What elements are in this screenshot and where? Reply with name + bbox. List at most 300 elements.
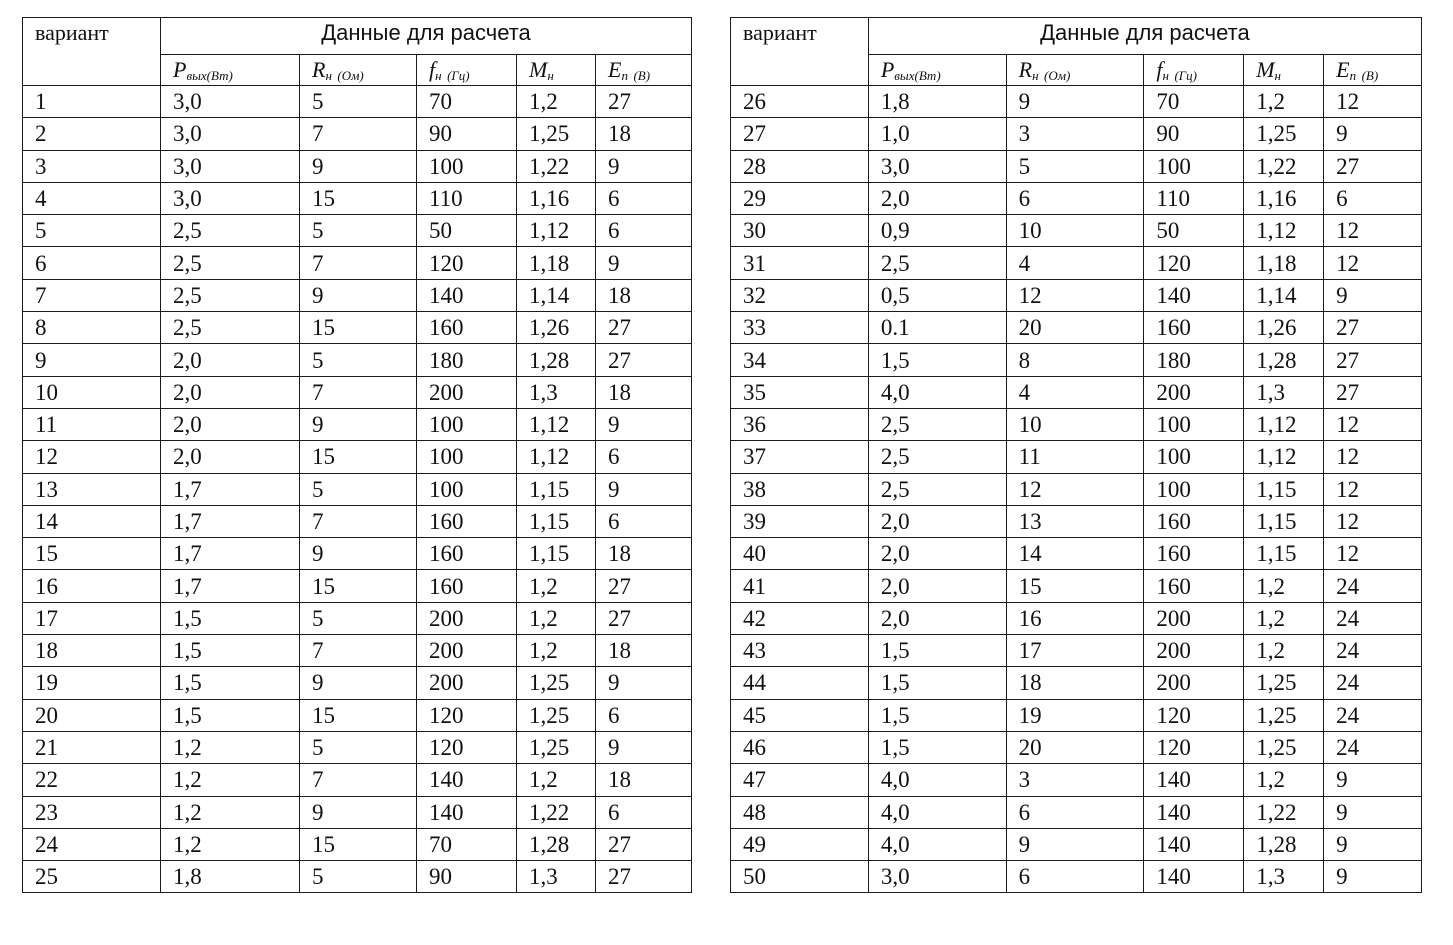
modulation-cell: 1,25 xyxy=(517,118,596,150)
resistance-cell: 9 xyxy=(1006,86,1144,118)
table-row xyxy=(731,505,1422,537)
power-cell: 4,0 xyxy=(868,796,1006,828)
power-cell: 2,5 xyxy=(161,215,300,247)
power-cell: 1,7 xyxy=(161,505,300,537)
modulation-cell: 1,16 xyxy=(1244,182,1324,214)
modulation-cell: 1,2 xyxy=(517,764,596,796)
variant-cell: 2 xyxy=(23,118,161,150)
variant-cell: 22 xyxy=(23,764,161,796)
modulation-cell: 1,25 xyxy=(1244,699,1324,731)
voltage-cell: 6 xyxy=(596,699,692,731)
power-cell: 4,0 xyxy=(868,764,1006,796)
table-row xyxy=(731,86,1422,118)
voltage-cell: 12 xyxy=(1324,473,1422,505)
voltage-cell: 9 xyxy=(596,247,692,279)
variants-document xyxy=(22,17,1422,919)
resistance-cell: 17 xyxy=(1006,635,1144,667)
modulation-cell: 1,14 xyxy=(1244,279,1324,311)
modulation-cell: 1,25 xyxy=(517,699,596,731)
table-row xyxy=(23,150,692,182)
resistance-cell: 7 xyxy=(300,118,417,150)
variant-cell: 5 xyxy=(23,215,161,247)
variant-cell: 19 xyxy=(23,667,161,699)
variant-cell: 43 xyxy=(731,635,869,667)
voltage-cell: 9 xyxy=(1324,861,1422,893)
table-row xyxy=(731,764,1422,796)
table-row xyxy=(731,150,1422,182)
variant-cell: 6 xyxy=(23,247,161,279)
variant-cell: 16 xyxy=(23,570,161,602)
table-row xyxy=(23,699,692,731)
power-cell: 3,0 xyxy=(161,150,300,182)
table-row xyxy=(23,182,692,214)
power-cell: 2,0 xyxy=(868,505,1006,537)
modulation-cell: 1,2 xyxy=(1244,635,1324,667)
frequency-cell: 160 xyxy=(417,538,517,570)
table-row xyxy=(731,473,1422,505)
frequency-cell: 200 xyxy=(417,667,517,699)
group-header: Данные для расчета xyxy=(868,18,1421,55)
power-cell: 4,0 xyxy=(868,828,1006,860)
power-cell: 2,0 xyxy=(161,441,300,473)
resistance-cell: 9 xyxy=(300,150,417,182)
frequency-cell: 200 xyxy=(417,635,517,667)
power-cell: 4,0 xyxy=(868,376,1006,408)
variant-cell: 7 xyxy=(23,279,161,311)
modulation-cell: 1,25 xyxy=(1244,731,1324,763)
frequency-cell: 180 xyxy=(417,344,517,376)
table-row xyxy=(23,731,692,763)
variant-cell: 4 xyxy=(23,182,161,214)
modulation-cell: 1,16 xyxy=(517,182,596,214)
power-cell: 1,5 xyxy=(868,635,1006,667)
resistance-cell: 5 xyxy=(300,86,417,118)
resistance-cell: 7 xyxy=(300,247,417,279)
resistance-cell: 4 xyxy=(1006,247,1144,279)
variant-cell: 47 xyxy=(731,764,869,796)
power-cell: 3,0 xyxy=(868,861,1006,893)
table-row xyxy=(23,505,692,537)
variant-cell: 17 xyxy=(23,602,161,634)
resistance-cell: 5 xyxy=(300,861,417,893)
power-cell: 1,8 xyxy=(161,861,300,893)
variant-cell: 34 xyxy=(731,344,869,376)
power-cell: 2,0 xyxy=(161,376,300,408)
variants-table-left-body xyxy=(23,86,692,893)
column-header-modulation: $M_н$ xyxy=(517,55,596,86)
voltage-cell: 27 xyxy=(1324,376,1422,408)
frequency-cell: 50 xyxy=(417,215,517,247)
modulation-cell: 1,22 xyxy=(1244,150,1324,182)
frequency-cell: 160 xyxy=(417,505,517,537)
variant-cell: 1 xyxy=(23,86,161,118)
table-row xyxy=(731,570,1422,602)
voltage-cell: 9 xyxy=(1324,796,1422,828)
power-cell: 1,7 xyxy=(161,570,300,602)
frequency-cell: 140 xyxy=(1144,764,1244,796)
table-row xyxy=(731,699,1422,731)
frequency-cell: 160 xyxy=(1144,570,1244,602)
power-cell: 1,5 xyxy=(161,699,300,731)
resistance-cell: 9 xyxy=(300,538,417,570)
table-row xyxy=(23,473,692,505)
frequency-cell: 140 xyxy=(1144,861,1244,893)
frequency-cell: 160 xyxy=(417,312,517,344)
frequency-cell: 100 xyxy=(417,408,517,440)
modulation-cell: 1,2 xyxy=(517,570,596,602)
frequency-cell: 100 xyxy=(1144,473,1244,505)
power-cell: 1,5 xyxy=(868,344,1006,376)
variant-cell: 29 xyxy=(731,182,869,214)
voltage-cell: 27 xyxy=(596,344,692,376)
resistance-cell: 9 xyxy=(300,279,417,311)
variant-cell: 8 xyxy=(23,312,161,344)
power-cell: 2,0 xyxy=(868,570,1006,602)
modulation-cell: 1,22 xyxy=(517,150,596,182)
modulation-cell: 1,2 xyxy=(1244,764,1324,796)
column-header-resistance: $R_н$ $_{(Ом)}$ xyxy=(1006,55,1144,86)
modulation-cell: 1,28 xyxy=(1244,828,1324,860)
frequency-cell: 120 xyxy=(1144,699,1244,731)
voltage-cell: 12 xyxy=(1324,408,1422,440)
modulation-cell: 1,12 xyxy=(1244,408,1324,440)
power-cell: 2,0 xyxy=(868,602,1006,634)
voltage-cell: 27 xyxy=(596,861,692,893)
frequency-cell: 100 xyxy=(417,441,517,473)
voltage-cell: 6 xyxy=(596,215,692,247)
table-row xyxy=(23,279,692,311)
table-row xyxy=(23,312,692,344)
variants-table-right xyxy=(730,17,1422,893)
frequency-cell: 90 xyxy=(417,861,517,893)
frequency-cell: 200 xyxy=(1144,667,1244,699)
modulation-cell: 1,2 xyxy=(1244,602,1324,634)
power-cell: 1,2 xyxy=(161,764,300,796)
voltage-cell: 9 xyxy=(1324,828,1422,860)
table-row xyxy=(731,635,1422,667)
voltage-cell: 24 xyxy=(1324,635,1422,667)
voltage-cell: 24 xyxy=(1324,602,1422,634)
variant-cell: 14 xyxy=(23,505,161,537)
power-cell: 2,5 xyxy=(161,279,300,311)
modulation-cell: 1,15 xyxy=(1244,473,1324,505)
frequency-cell: 70 xyxy=(1144,86,1244,118)
modulation-cell: 1,25 xyxy=(1244,667,1324,699)
power-cell: 2,5 xyxy=(868,473,1006,505)
variant-cell: 49 xyxy=(731,828,869,860)
power-cell: 3,0 xyxy=(161,182,300,214)
variants-table-right-body xyxy=(731,86,1422,893)
column-header-voltage: $E_п$ $_{(В)}$ xyxy=(596,55,692,86)
voltage-cell: 27 xyxy=(596,570,692,602)
voltage-cell: 9 xyxy=(596,731,692,763)
table-row xyxy=(23,215,692,247)
variant-cell: 45 xyxy=(731,699,869,731)
resistance-cell: 10 xyxy=(1006,215,1144,247)
voltage-cell: 18 xyxy=(596,538,692,570)
resistance-cell: 9 xyxy=(300,796,417,828)
resistance-cell: 7 xyxy=(300,505,417,537)
resistance-cell: 5 xyxy=(300,731,417,763)
voltage-cell: 6 xyxy=(596,441,692,473)
resistance-cell: 15 xyxy=(300,699,417,731)
power-cell: 1,5 xyxy=(161,602,300,634)
frequency-cell: 100 xyxy=(1144,150,1244,182)
resistance-cell: 9 xyxy=(300,667,417,699)
table-row xyxy=(23,828,692,860)
voltage-cell: 9 xyxy=(596,408,692,440)
resistance-cell: 3 xyxy=(1006,764,1144,796)
table-row xyxy=(731,118,1422,150)
frequency-cell: 120 xyxy=(417,247,517,279)
table-row xyxy=(731,667,1422,699)
power-cell: 1,5 xyxy=(868,731,1006,763)
table-row xyxy=(731,376,1422,408)
table-row xyxy=(731,182,1422,214)
frequency-cell: 70 xyxy=(417,86,517,118)
frequency-cell: 160 xyxy=(1144,505,1244,537)
modulation-cell: 1,3 xyxy=(517,376,596,408)
power-cell: 3,0 xyxy=(161,86,300,118)
modulation-cell: 1,2 xyxy=(1244,86,1324,118)
frequency-cell: 140 xyxy=(417,279,517,311)
modulation-cell: 1,18 xyxy=(517,247,596,279)
table-row xyxy=(23,635,692,667)
modulation-cell: 1,12 xyxy=(517,408,596,440)
frequency-cell: 160 xyxy=(1144,538,1244,570)
table-row xyxy=(23,861,692,893)
frequency-cell: 140 xyxy=(1144,279,1244,311)
power-cell: 0.1 xyxy=(868,312,1006,344)
power-cell: 1,5 xyxy=(868,699,1006,731)
modulation-cell: 1,22 xyxy=(517,796,596,828)
voltage-cell: 12 xyxy=(1324,215,1422,247)
variants-table-left xyxy=(22,17,692,893)
table-row xyxy=(731,344,1422,376)
voltage-cell: 6 xyxy=(1324,182,1422,214)
table-row xyxy=(731,828,1422,860)
resistance-cell: 5 xyxy=(300,602,417,634)
voltage-cell: 6 xyxy=(596,182,692,214)
frequency-cell: 120 xyxy=(417,731,517,763)
frequency-cell: 200 xyxy=(1144,376,1244,408)
variant-cell: 35 xyxy=(731,376,869,408)
modulation-cell: 1,18 xyxy=(1244,247,1324,279)
resistance-cell: 19 xyxy=(1006,699,1144,731)
table-row xyxy=(23,570,692,602)
frequency-cell: 120 xyxy=(1144,247,1244,279)
table-row xyxy=(23,86,692,118)
variant-cell: 42 xyxy=(731,602,869,634)
modulation-cell: 1,2 xyxy=(517,86,596,118)
power-cell: 1,7 xyxy=(161,473,300,505)
variant-cell: 26 xyxy=(731,86,869,118)
resistance-cell: 15 xyxy=(300,828,417,860)
voltage-cell: 9 xyxy=(596,473,692,505)
frequency-cell: 70 xyxy=(417,828,517,860)
column-header-frequency: $f_н$ $_{(Гц)}$ xyxy=(1144,55,1244,86)
variant-cell: 44 xyxy=(731,667,869,699)
modulation-cell: 1,25 xyxy=(1244,118,1324,150)
frequency-cell: 50 xyxy=(1144,215,1244,247)
variant-cell: 37 xyxy=(731,441,869,473)
table-row xyxy=(731,215,1422,247)
group-header: Данные для расчета xyxy=(161,18,692,55)
power-cell: 0,9 xyxy=(868,215,1006,247)
modulation-cell: 1,12 xyxy=(517,441,596,473)
power-cell: 2,0 xyxy=(868,182,1006,214)
variant-header: вариант xyxy=(23,18,161,86)
resistance-cell: 20 xyxy=(1006,731,1144,763)
variant-cell: 33 xyxy=(731,312,869,344)
voltage-cell: 27 xyxy=(1324,150,1422,182)
column-header-frequency: $f_н$ $_{(Гц)}$ xyxy=(417,55,517,86)
power-cell: 1,2 xyxy=(161,731,300,763)
variant-cell: 30 xyxy=(731,215,869,247)
resistance-cell: 11 xyxy=(1006,441,1144,473)
resistance-cell: 4 xyxy=(1006,376,1144,408)
power-cell: 1,5 xyxy=(868,667,1006,699)
resistance-cell: 10 xyxy=(1006,408,1144,440)
variant-cell: 50 xyxy=(731,861,869,893)
column-header-voltage: $E_п$ $_{(В)}$ xyxy=(1324,55,1422,86)
power-cell: 1,5 xyxy=(161,635,300,667)
variant-cell: 31 xyxy=(731,247,869,279)
resistance-cell: 5 xyxy=(300,473,417,505)
modulation-cell: 1,28 xyxy=(1244,344,1324,376)
frequency-cell: 140 xyxy=(1144,796,1244,828)
resistance-cell: 7 xyxy=(300,376,417,408)
modulation-cell: 1,14 xyxy=(517,279,596,311)
resistance-cell: 12 xyxy=(1006,473,1144,505)
frequency-cell: 110 xyxy=(417,182,517,214)
frequency-cell: 120 xyxy=(417,699,517,731)
frequency-cell: 110 xyxy=(1144,182,1244,214)
resistance-cell: 15 xyxy=(300,312,417,344)
table-row xyxy=(23,764,692,796)
frequency-cell: 160 xyxy=(417,570,517,602)
table-row xyxy=(23,538,692,570)
modulation-cell: 1,15 xyxy=(517,473,596,505)
resistance-cell: 18 xyxy=(1006,667,1144,699)
voltage-cell: 18 xyxy=(596,635,692,667)
resistance-cell: 8 xyxy=(1006,344,1144,376)
frequency-cell: 100 xyxy=(417,150,517,182)
table-row xyxy=(731,279,1422,311)
power-cell: 2,0 xyxy=(161,344,300,376)
resistance-cell: 5 xyxy=(1006,150,1144,182)
table-row xyxy=(23,344,692,376)
resistance-cell: 5 xyxy=(300,215,417,247)
column-header-modulation: $M_н$ xyxy=(1244,55,1324,86)
voltage-cell: 12 xyxy=(1324,538,1422,570)
voltage-cell: 18 xyxy=(596,118,692,150)
variant-cell: 18 xyxy=(23,635,161,667)
modulation-cell: 1,28 xyxy=(517,344,596,376)
modulation-cell: 1,15 xyxy=(517,505,596,537)
table-row xyxy=(731,731,1422,763)
resistance-cell: 6 xyxy=(1006,182,1144,214)
table-row xyxy=(23,441,692,473)
power-cell: 1,8 xyxy=(868,86,1006,118)
resistance-cell: 15 xyxy=(300,441,417,473)
modulation-cell: 1,3 xyxy=(1244,861,1324,893)
frequency-cell: 140 xyxy=(1144,828,1244,860)
power-cell: 1,0 xyxy=(868,118,1006,150)
voltage-cell: 9 xyxy=(1324,279,1422,311)
table-row xyxy=(23,247,692,279)
column-header-power: $P_{вых(Вт)}$ xyxy=(161,55,300,86)
modulation-cell: 1,25 xyxy=(517,667,596,699)
variant-cell: 38 xyxy=(731,473,869,505)
modulation-cell: 1,15 xyxy=(1244,505,1324,537)
column-header-resistance: $R_н$ $_{(Ом)}$ xyxy=(300,55,417,86)
modulation-cell: 1,3 xyxy=(517,861,596,893)
power-cell: 1,7 xyxy=(161,538,300,570)
voltage-cell: 27 xyxy=(596,312,692,344)
modulation-cell: 1,25 xyxy=(517,731,596,763)
table-row xyxy=(731,408,1422,440)
modulation-cell: 1,26 xyxy=(1244,312,1324,344)
modulation-cell: 1,12 xyxy=(517,215,596,247)
table-row xyxy=(23,796,692,828)
variant-cell: 24 xyxy=(23,828,161,860)
resistance-cell: 20 xyxy=(1006,312,1144,344)
frequency-cell: 160 xyxy=(1144,312,1244,344)
variant-cell: 21 xyxy=(23,731,161,763)
frequency-cell: 90 xyxy=(417,118,517,150)
variant-cell: 40 xyxy=(731,538,869,570)
voltage-cell: 24 xyxy=(1324,667,1422,699)
power-cell: 2,5 xyxy=(868,441,1006,473)
power-cell: 2,5 xyxy=(868,408,1006,440)
power-cell: 3,0 xyxy=(868,150,1006,182)
power-cell: 1,2 xyxy=(161,828,300,860)
resistance-cell: 14 xyxy=(1006,538,1144,570)
modulation-cell: 1,26 xyxy=(517,312,596,344)
variant-cell: 48 xyxy=(731,796,869,828)
variant-cell: 15 xyxy=(23,538,161,570)
frequency-cell: 90 xyxy=(1144,118,1244,150)
voltage-cell: 27 xyxy=(596,602,692,634)
modulation-cell: 1,22 xyxy=(1244,796,1324,828)
frequency-cell: 140 xyxy=(417,796,517,828)
power-cell: 2,5 xyxy=(161,312,300,344)
voltage-cell: 18 xyxy=(596,376,692,408)
voltage-cell: 18 xyxy=(596,279,692,311)
resistance-cell: 6 xyxy=(1006,861,1144,893)
modulation-cell: 1,2 xyxy=(517,635,596,667)
variant-cell: 20 xyxy=(23,699,161,731)
frequency-cell: 200 xyxy=(1144,635,1244,667)
frequency-cell: 200 xyxy=(417,602,517,634)
resistance-cell: 13 xyxy=(1006,505,1144,537)
table-row xyxy=(23,408,692,440)
frequency-cell: 100 xyxy=(417,473,517,505)
variant-cell: 23 xyxy=(23,796,161,828)
power-cell: 2,0 xyxy=(868,538,1006,570)
voltage-cell: 12 xyxy=(1324,505,1422,537)
modulation-cell: 1,15 xyxy=(1244,538,1324,570)
voltage-cell: 12 xyxy=(1324,441,1422,473)
variant-cell: 36 xyxy=(731,408,869,440)
resistance-cell: 3 xyxy=(1006,118,1144,150)
column-header-power: $P_{вых(Вт)}$ xyxy=(868,55,1006,86)
frequency-cell: 100 xyxy=(1144,441,1244,473)
table-row xyxy=(23,376,692,408)
voltage-cell: 6 xyxy=(596,796,692,828)
modulation-cell: 1,15 xyxy=(517,538,596,570)
